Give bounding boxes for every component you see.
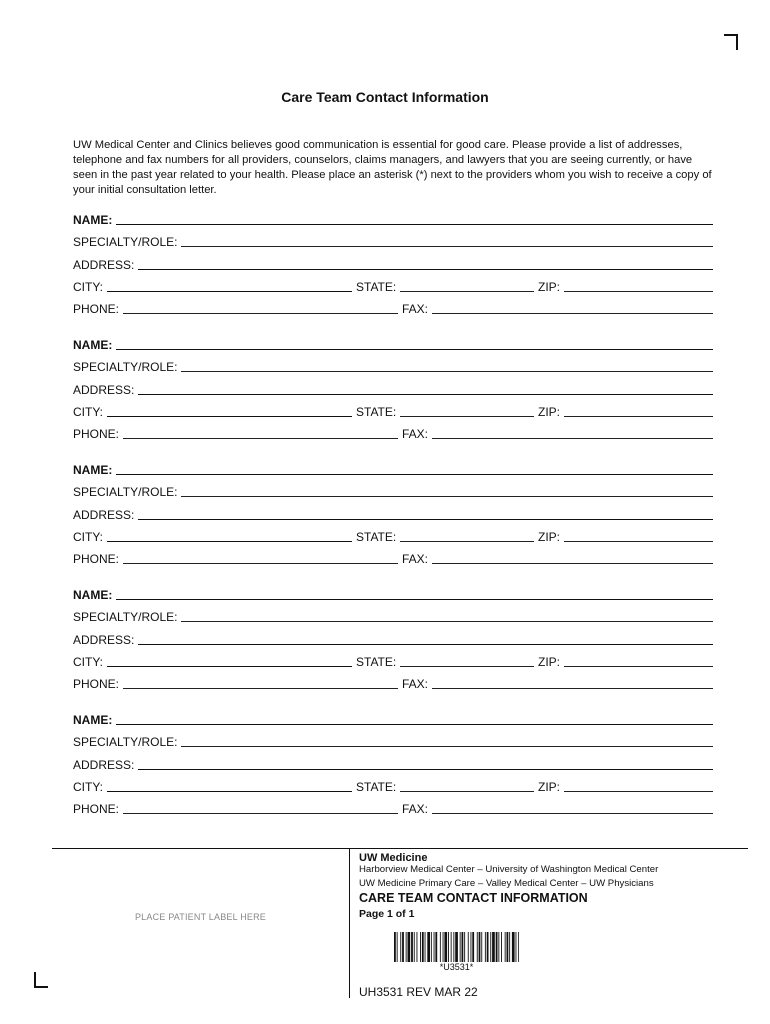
name-row: [73, 586, 713, 602]
specialty-label: SPECIALTY/ROLE:: [73, 360, 178, 375]
state-label: STATE:: [356, 779, 397, 794]
address-label: ADDRESS:: [73, 632, 135, 647]
fax-input-line[interactable]: [432, 688, 713, 689]
name-label: NAME:: [73, 588, 113, 602]
specialty-row: [73, 733, 713, 749]
phone-input-line[interactable]: [123, 313, 398, 314]
fax-label: FAX:: [402, 802, 429, 817]
phone-label: PHONE:: [73, 302, 120, 317]
address-row: [73, 756, 713, 772]
barcode-bar: [490, 932, 491, 962]
city-state-zip-row: [73, 778, 713, 794]
state-input-line[interactable]: [400, 791, 534, 792]
phone-label: PHONE:: [73, 677, 120, 692]
name-row: [73, 336, 713, 352]
state-label: STATE:: [356, 529, 397, 544]
barcode-bar: [468, 932, 469, 962]
specialty-label: SPECIALTY/ROLE:: [73, 485, 178, 500]
barcode-bar: [400, 932, 401, 962]
barcode-bar: [507, 932, 509, 962]
intro-paragraph: UW Medical Center and Clinics believes good communication is essential for good care. Please provide a list of addresses, telephone and fax numbers for all providers, counselors, claims managers, and lawyers that you are seeing currently, or have seen in the past year related to your health. Please place an asterisk (*) next to the providers whom you wish to receive a copy of your initial consultation letter.: [73, 139, 712, 196]
barcode-bar: [422, 932, 424, 962]
city-input-line[interactable]: [107, 666, 352, 667]
barcode-bar: [414, 932, 415, 962]
barcode-bar: [455, 932, 458, 962]
specialty-input-line[interactable]: [181, 621, 713, 622]
phone-label: PHONE:: [73, 802, 120, 817]
barcode-bar: [472, 932, 474, 962]
barcode-bar: [464, 932, 465, 962]
address-label: ADDRESS:: [73, 382, 135, 397]
city-input-line[interactable]: [107, 791, 352, 792]
barcode-bar: [434, 932, 435, 962]
footer-divider: [52, 848, 748, 849]
zip-input-line[interactable]: [564, 541, 713, 542]
address-row: [73, 631, 713, 647]
barcode-bar: [509, 932, 510, 962]
crop-mark-top-right: [724, 34, 738, 50]
name-input-line[interactable]: [116, 724, 713, 725]
city-state-zip-row: [73, 278, 713, 294]
barcode-bar: [411, 932, 413, 962]
specialty-input-line[interactable]: [181, 496, 713, 497]
city-label: CITY:: [73, 404, 104, 419]
barcode-bar: [443, 932, 444, 962]
barcode-bar: [481, 932, 482, 962]
org-subtitle-1: Harborview Medical Center – University of Washington Medical Center: [359, 864, 659, 875]
specialty-row: [73, 233, 713, 249]
barcode-bar: [431, 932, 432, 962]
phone-input-line[interactable]: [123, 688, 398, 689]
fax-label: FAX:: [402, 677, 429, 692]
barcode-bar: [477, 932, 478, 962]
city-label: CITY:: [73, 779, 104, 794]
barcode-text: *U3531*: [439, 962, 474, 972]
barcode-bar: [451, 932, 452, 962]
barcode-bar: [440, 932, 441, 962]
barcode-bar: [444, 932, 447, 962]
state-label: STATE:: [356, 654, 397, 669]
name-input-line[interactable]: [116, 224, 713, 225]
address-label: ADDRESS:: [73, 257, 135, 272]
name-label: NAME:: [73, 213, 113, 227]
name-input-line[interactable]: [116, 599, 713, 600]
barcode-bar: [448, 932, 449, 962]
barcode-bar: [427, 932, 430, 962]
zip-label: ZIP:: [538, 529, 561, 544]
city-input-line[interactable]: [107, 291, 352, 292]
crop-mark-bottom-left: [34, 972, 48, 988]
address-row: [73, 506, 713, 522]
form-title: CARE TEAM CONTACT INFORMATION: [359, 891, 588, 905]
barcode-bar: [487, 932, 489, 962]
phone-label: PHONE:: [73, 427, 120, 442]
barcode-bar: [512, 932, 515, 962]
barcode-bar: [501, 932, 502, 962]
name-input-line[interactable]: [116, 474, 713, 475]
city-label: CITY:: [73, 279, 104, 294]
phone-input-line[interactable]: [123, 563, 398, 564]
name-label: NAME:: [73, 338, 113, 352]
name-label: NAME:: [73, 463, 113, 477]
address-row: [73, 381, 713, 397]
barcode-image: [394, 932, 519, 962]
barcode-bar: [479, 932, 481, 962]
barcode-bar: [435, 932, 437, 962]
page-number: Page 1 of 1: [359, 908, 415, 920]
name-input-line[interactable]: [116, 349, 713, 350]
phone-fax-row: [73, 425, 713, 441]
city-label: CITY:: [73, 529, 104, 544]
zip-input-line[interactable]: [564, 416, 713, 417]
state-input-line[interactable]: [400, 291, 534, 292]
barcode-bar: [397, 932, 398, 962]
city-label: CITY:: [73, 654, 104, 669]
fax-input-line[interactable]: [432, 438, 713, 439]
barcode-bar: [518, 932, 519, 962]
name-row: [73, 461, 713, 477]
specialty-input-line[interactable]: [181, 246, 713, 247]
state-label: STATE:: [356, 404, 397, 419]
specialty-label: SPECIALTY/ROLE:: [73, 610, 178, 625]
barcode-bar: [425, 932, 426, 962]
address-label: ADDRESS:: [73, 507, 135, 522]
specialty-row: [73, 358, 713, 374]
specialty-label: SPECIALTY/ROLE:: [73, 735, 178, 750]
phone-fax-row: [73, 300, 713, 316]
org-name: UW Medicine: [359, 852, 428, 864]
barcode-bar: [516, 932, 517, 962]
zip-input-line[interactable]: [564, 291, 713, 292]
specialty-label: SPECIALTY/ROLE:: [73, 235, 178, 250]
city-state-zip-row: [73, 403, 713, 419]
address-input-line[interactable]: [138, 519, 713, 520]
city-input-line[interactable]: [107, 541, 352, 542]
specialty-input-line[interactable]: [181, 371, 713, 372]
city-state-zip-row: [73, 528, 713, 544]
barcode-bar: [420, 932, 421, 962]
barcode-bar: [462, 932, 464, 962]
barcode-bar: [394, 932, 396, 962]
address-input-line[interactable]: [138, 394, 713, 395]
zip-label: ZIP:: [538, 654, 561, 669]
specialty-input-line[interactable]: [181, 746, 713, 747]
name-row: [73, 211, 713, 227]
page-title: Care Team Contact Information: [281, 89, 489, 105]
patient-label-area: PLACE PATIENT LABEL HERE: [134, 912, 266, 922]
phone-fax-row: [73, 800, 713, 816]
name-label: NAME:: [73, 713, 113, 727]
specialty-row: [73, 483, 713, 499]
phone-input-line[interactable]: [123, 813, 398, 814]
barcode-bar: [492, 932, 495, 962]
address-row: [73, 256, 713, 272]
zip-input-line[interactable]: [564, 791, 713, 792]
address-input-line[interactable]: [138, 269, 713, 270]
form-code: UH3531 REV MAR 22: [359, 985, 478, 999]
fax-input-line[interactable]: [432, 313, 713, 314]
barcode-bar: [417, 932, 418, 962]
barcode-bar: [505, 932, 506, 962]
barcode-bar: [460, 932, 461, 962]
address-input-line[interactable]: [138, 769, 713, 770]
fax-label: FAX:: [402, 427, 429, 442]
barcode-bar: [406, 932, 407, 962]
barcode-bar: [408, 932, 411, 962]
state-label: STATE:: [356, 279, 397, 294]
phone-fax-row: [73, 675, 713, 691]
barcode-bar: [471, 932, 472, 962]
address-input-line[interactable]: [138, 644, 713, 645]
footer-vertical-divider: [349, 848, 350, 998]
phone-input-line[interactable]: [123, 438, 398, 439]
fax-label: FAX:: [402, 552, 429, 567]
zip-input-line[interactable]: [564, 666, 713, 667]
fax-label: FAX:: [402, 302, 429, 317]
fax-input-line[interactable]: [432, 563, 713, 564]
barcode-bar: [498, 932, 499, 962]
phone-label: PHONE:: [73, 552, 120, 567]
phone-fax-row: [73, 550, 713, 566]
state-input-line[interactable]: [400, 666, 534, 667]
specialty-row: [73, 608, 713, 624]
city-state-zip-row: [73, 653, 713, 669]
name-row: [73, 711, 713, 727]
city-input-line[interactable]: [107, 416, 352, 417]
barcode-bar: [496, 932, 498, 962]
zip-label: ZIP:: [538, 404, 561, 419]
state-input-line[interactable]: [400, 541, 534, 542]
org-subtitle-2: UW Medicine Primary Care – Valley Medical Center – UW Physicians: [359, 878, 654, 889]
barcode-bar: [453, 932, 454, 962]
address-label: ADDRESS:: [73, 757, 135, 772]
zip-label: ZIP:: [538, 279, 561, 294]
zip-label: ZIP:: [538, 779, 561, 794]
fax-input-line[interactable]: [432, 813, 713, 814]
barcode-bar: [485, 932, 486, 962]
barcode-bar: [402, 932, 404, 962]
state-input-line[interactable]: [400, 416, 534, 417]
